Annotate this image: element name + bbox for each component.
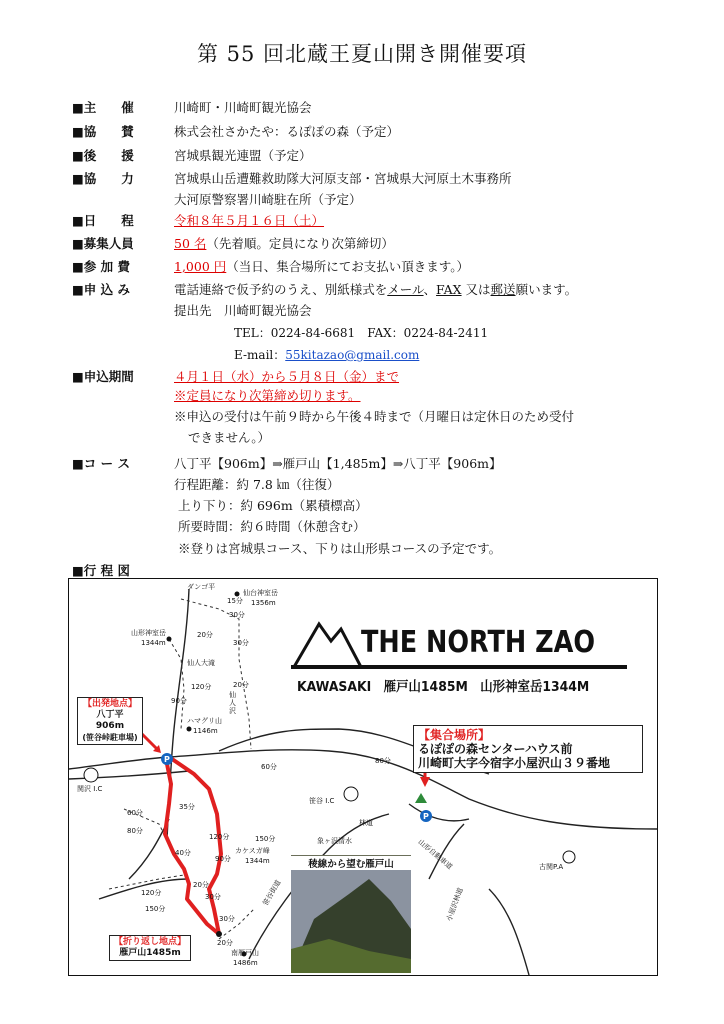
host-value: 川崎町・川崎町観光協会 <box>174 100 312 115</box>
recruit-note: （先着順。定員になり次第締切） <box>206 236 394 251</box>
cooperation-label: ■協 力 <box>72 171 134 186</box>
time-150b: 150分 <box>145 905 166 913</box>
row-host <box>72 99 312 117</box>
logo-underline <box>291 665 627 669</box>
meet-callout-line2: 川崎町大字今宿字小屋沢山３９番地 <box>418 756 611 770</box>
meet-arrow-head <box>420 777 430 787</box>
time-35: 35分 <box>179 803 195 811</box>
apply-text: 電話連絡で仮予約のうえ、別紙様式を <box>174 282 388 297</box>
label-sasaya-ic: 笹谷 I.C <box>309 797 335 805</box>
trail-south <box>219 909 254 939</box>
label-sennin-sawa: 仙人沢 <box>229 691 236 715</box>
time-30b: 30分 <box>233 639 249 647</box>
time-90b: 90分 <box>215 855 231 863</box>
period-dates: ４月１日（水）から５月８日（金）まで <box>174 369 400 384</box>
row-fee <box>72 258 470 276</box>
course-elevation: 上り下り：約 696m（累積標高） <box>178 498 368 513</box>
time-20d: 20分 <box>217 939 233 947</box>
start-arrow <box>142 734 157 749</box>
parking-p-meet: P <box>423 812 429 821</box>
start-callout-title: 【出発地点】 <box>82 699 137 709</box>
label-minami-gatto-h: 1486m <box>233 959 258 967</box>
apply-fax: FAX <box>436 282 462 297</box>
label-kakusugamine: カケスガ峰 <box>235 847 270 855</box>
camp-icon <box>415 793 427 803</box>
time-20c: 20分 <box>193 881 209 889</box>
apply-phone-fax: TEL：0224-84-6681 FAX：0224-84-2411 <box>234 326 489 340</box>
row-cosponsor <box>72 123 400 141</box>
label-yamagata-expy: 山形自動車道 <box>416 837 454 872</box>
road-koya <box>489 889 529 975</box>
meet-callout <box>413 725 643 773</box>
recruit-label: ■募集人員 <box>72 236 134 251</box>
ic-sasaya-icon <box>344 787 358 801</box>
apply-email-row <box>234 346 419 364</box>
fee-amount: 1,000 円 <box>174 259 227 274</box>
time-20a: 20分 <box>197 631 213 639</box>
time-30a: 30分 <box>229 611 245 619</box>
route-descent <box>165 759 219 934</box>
label-sendai-kamuro: 仙台神室岳 <box>243 589 278 597</box>
date-label: ■日 程 <box>72 213 134 228</box>
meet-callout-line1: るぽぽの森センターハウス前 <box>418 742 573 756</box>
period-label: ■申込期間 <box>72 369 134 384</box>
turn-callout-line: 雁戸山1485m <box>119 948 181 958</box>
row-support <box>72 147 312 165</box>
row-date <box>72 212 325 230</box>
time-150a: 150分 <box>255 835 276 843</box>
course-route: 八丁平【906m】⇒雁戸山【1,485m】⇒八丁平【906m】 <box>174 456 502 471</box>
label-hamaguriyama-h: 1146m <box>193 727 218 735</box>
cosponsor-label: ■協 賛 <box>72 124 134 139</box>
map-section-label: ■行 程 図 <box>72 563 131 578</box>
trail-west <box>169 639 184 729</box>
label-zougasaki: 象ヶ沢清水 <box>317 837 352 845</box>
support-value: 宮城県観光連盟（予定） <box>174 148 312 163</box>
apply-submit-to: 提出先 川崎町観光協会 <box>174 303 312 318</box>
label-koyasawa-rindo: 小屋沢林道 <box>445 886 465 923</box>
row-apply <box>72 281 578 299</box>
label-dangodaira: ダンゴ平 <box>187 583 216 591</box>
label-kakusugamine-h: 1344m <box>245 857 270 865</box>
label-yamagata-kamuro-h: 1344m <box>141 639 166 647</box>
course-duration: 所要時間：約６時間（休憩含む） <box>178 519 366 534</box>
peak-yamagata-kamuro <box>167 637 172 642</box>
email-label: E-mail： <box>234 348 286 362</box>
turn-callout-title: 【折り返し地点】 <box>113 937 186 947</box>
label-hamaguriyama: ハマグリ山 <box>187 717 222 725</box>
fee-label: ■参 加 費 <box>72 259 131 274</box>
peak-sendai-kamuro <box>235 592 240 597</box>
trail-south-w <box>109 875 184 889</box>
road-ic <box>409 804 469 821</box>
time-80b: 80分 <box>127 827 143 835</box>
label-yamagata-kamuro: 山形神室岳 <box>131 629 166 637</box>
course-note: ※登りは宮城県コース、下りは山形県コースの予定です。 <box>178 541 502 556</box>
label-minami-gatto: 南雁戸山 <box>231 949 259 957</box>
label-sendai-kamuro-h: 1356m <box>251 599 276 607</box>
time-20b: 20分 <box>233 681 249 689</box>
apply-or: 又は <box>461 282 491 297</box>
email-link[interactable]: 55kitazao@gmail.com <box>285 348 420 362</box>
time-120a: 120分 <box>191 683 212 691</box>
apply-label: ■申 込 み <box>72 282 131 297</box>
route-map <box>68 578 658 976</box>
time-80: 80分 <box>375 757 391 765</box>
time-30c: 30分 <box>205 893 221 901</box>
start-callout-line2: (笹谷峠駐車場) <box>82 733 138 742</box>
time-60a: 60分 <box>261 763 277 771</box>
time-15: 15分 <box>227 597 243 605</box>
time-90a: 90分 <box>171 697 187 705</box>
time-30d: 30分 <box>219 915 235 923</box>
label-sasaya-kaido: 笹谷街道 <box>261 878 283 907</box>
row-cooperation <box>72 170 512 188</box>
pa-kozeki-icon <box>563 851 575 863</box>
ic-sekizawa-icon <box>84 768 98 782</box>
peak-gatto <box>216 931 222 937</box>
row-period <box>72 368 400 386</box>
host-label: ■主 催 <box>72 100 134 115</box>
date-value: 令和８年５月１６日（土） <box>174 213 325 228</box>
start-callout-line1: 八丁平 906m <box>95 710 133 731</box>
apply-mail: メール <box>387 282 424 297</box>
cooperation-value: 宮城県山岳遭難救助隊大河原支部・宮城県大河原土木事務所 <box>174 171 512 186</box>
support-label: ■後 援 <box>72 148 134 163</box>
parking-p-start: P <box>164 755 170 764</box>
period-note-hours: ※申込の受付は午前９時から午後４時まで（月曜日は定休日のため受付 <box>174 409 575 424</box>
logo-subtitle: KAWASAKI 雁戸山1485M 山形神室岳1344M <box>297 679 590 695</box>
row-course <box>72 455 502 473</box>
page-title: 第 55 回北蔵王夏山開き開催要項 <box>196 42 528 66</box>
meet-callout-title: 【集合場所】 <box>418 728 491 742</box>
label-sennin-otaki: 仙人大滝 <box>187 659 215 667</box>
recruit-count: 50 名 <box>174 236 207 251</box>
logo-title: THE NORTH ZAO <box>361 625 596 660</box>
start-callout <box>77 697 143 745</box>
time-40: 40分 <box>175 849 191 857</box>
turn-callout <box>109 935 191 961</box>
time-120c: 120分 <box>141 889 162 897</box>
course-distance: 行程距離：約 7.8 ㎞（往復） <box>174 477 340 492</box>
period-note-hours-2: できません。） <box>188 430 271 445</box>
label-sekizawa-ic: 関沢 I.C <box>77 785 103 793</box>
peak-hamaguri <box>187 727 192 732</box>
row-recruit <box>72 235 394 253</box>
logo-mountain-icon <box>294 624 361 667</box>
apply-post: 郵送 <box>490 282 516 297</box>
cooperation-value-2: 大河原警察署川崎駐在所（予定） <box>174 192 362 207</box>
period-note-red: ※定員になり次第締め切ります。 <box>174 388 361 403</box>
apply-sep: 、 <box>423 282 437 297</box>
time-120b: 120分 <box>209 833 230 841</box>
time-60b: 60分 <box>127 809 143 817</box>
route-red <box>165 759 221 934</box>
fee-note: （当日、集合場所にてお支払い頂きます。） <box>226 259 470 274</box>
course-label: ■コ ー ス <box>72 456 131 471</box>
apply-end: 願います。 <box>515 282 578 297</box>
label-rindo: 林道 <box>359 819 373 827</box>
photo-caption: 稜線から望む雁戸山 <box>291 856 411 870</box>
cosponsor-value: 株式会社さかたや：るぽぽの森（予定） <box>174 124 400 139</box>
label-kozeki-pa: 古関P.A <box>539 863 564 871</box>
